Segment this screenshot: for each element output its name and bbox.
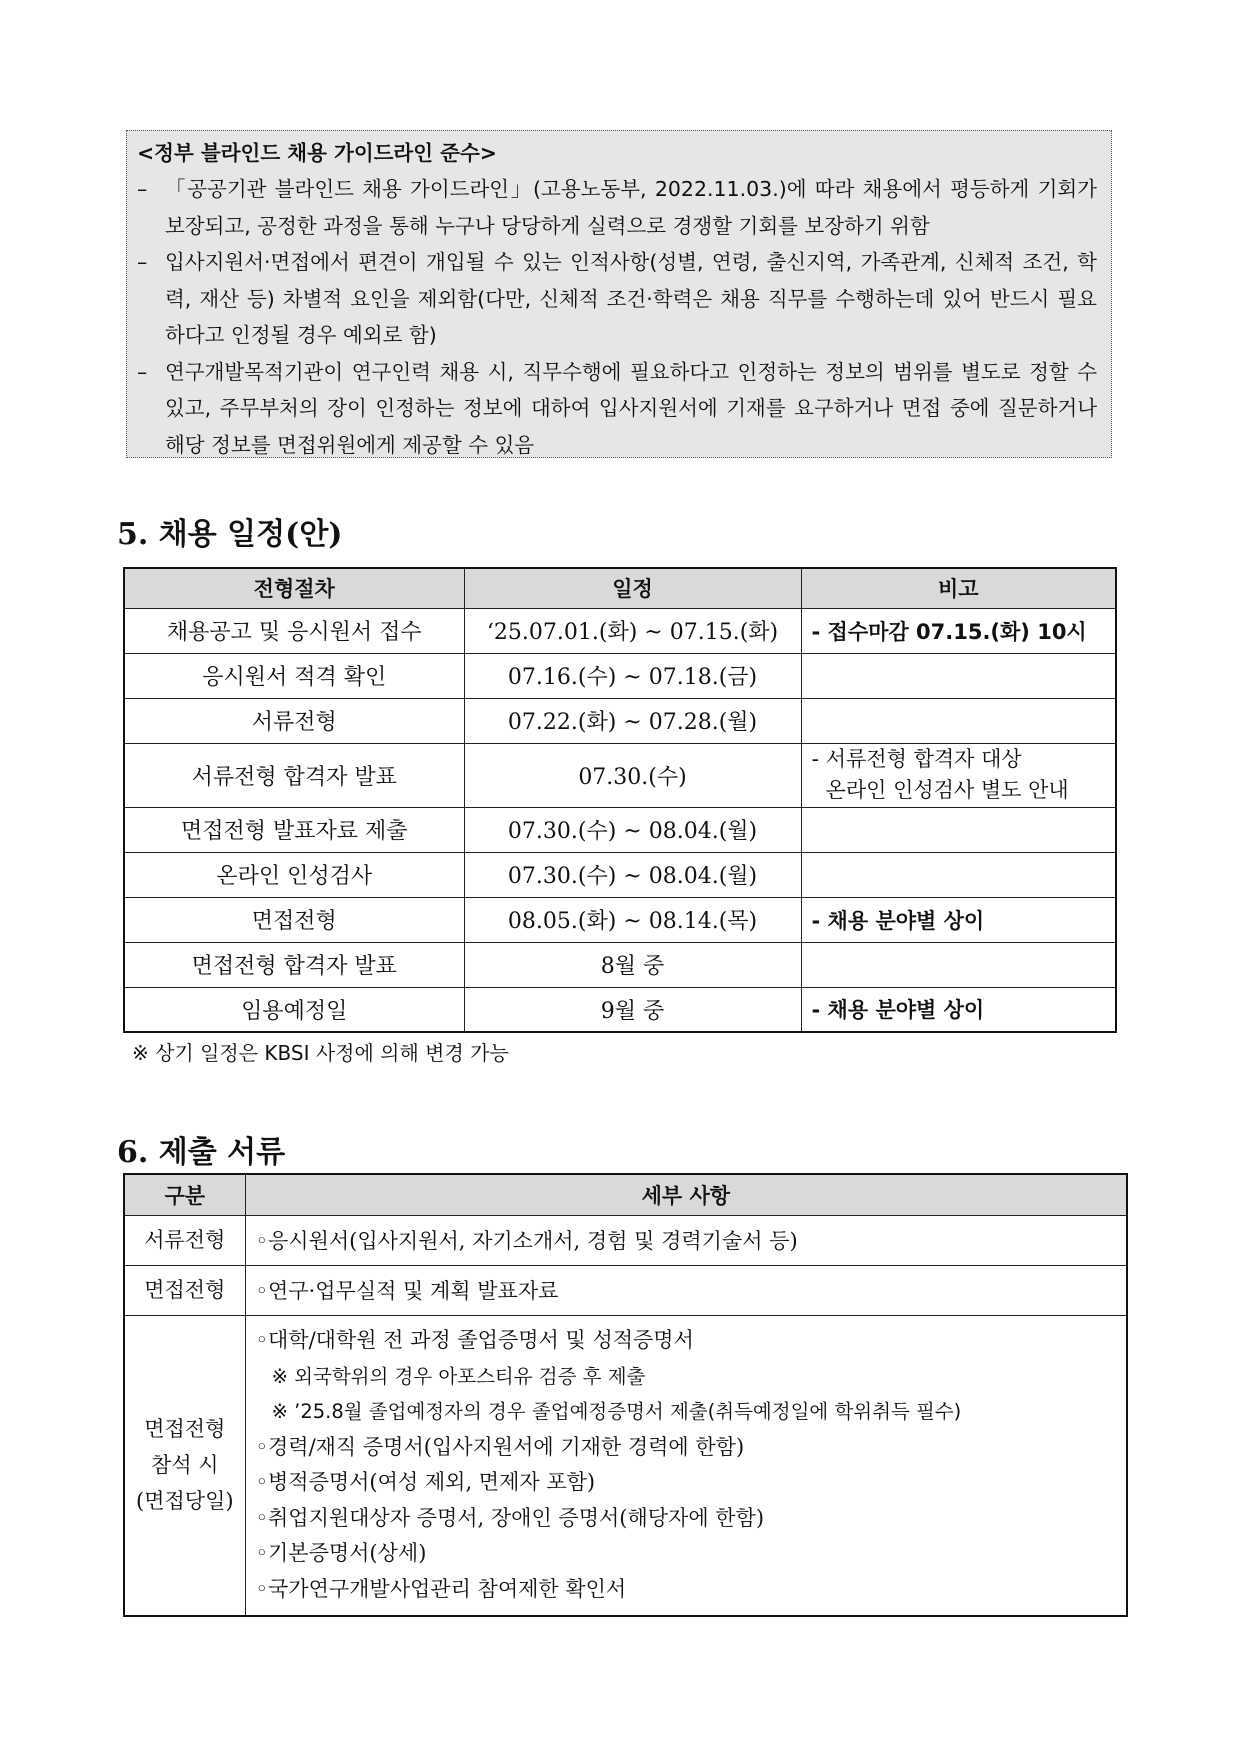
document-note: ※ 외국학위의 경우 아포스티유 검증 후 제출 bbox=[271, 1364, 646, 1388]
guideline-item: – 연구개발목적기관이 연구인력 채용 시, 직무수행에 필요하다고 인정하는 정보의 범위를 별도로 정할 수 있고, 주무부처의 장이 인정하는 정보에 대하여 입사지원서에 기재를 요구하거나 면접 중에 질문하거나 해당 정보를 면접위원에게 제공할 수 있음 bbox=[137, 359, 1097, 457]
section-heading-schedule: 5. 채용 일정(안) bbox=[117, 517, 343, 552]
guideline-item: – 입사지원서·면접에서 편견이 개입될 수 있는 인적사항(성별, 연령, 출신지역, 가족관계, 신체적 조건, 학력, 재산 등) 차별적 요인을 제외함(다만, 신체적 조건·학력은 채용 직무를 수행하는데 있어 반드시 필요하다고 인정될 경우 예외로 함) bbox=[137, 250, 1097, 347]
document-item: ◦대학/대학원 전 과정 졸업증명서 및 성적증명서 bbox=[255, 1328, 694, 1353]
column-header: 일정 bbox=[464, 568, 801, 608]
step-cell: 면접전형 bbox=[124, 897, 464, 942]
table-row bbox=[124, 698, 1116, 743]
table-row bbox=[124, 852, 1116, 897]
step-cell: 채용공고 및 응시원서 접수 bbox=[124, 608, 464, 653]
date-cell: 07.22.(화) ~ 07.28.(월) bbox=[464, 698, 801, 743]
schedule-table bbox=[123, 567, 1117, 1033]
column-header: 세부 사항 bbox=[245, 1174, 1127, 1215]
table-row bbox=[124, 942, 1116, 987]
table-row bbox=[124, 987, 1116, 1032]
guideline-title: <정부 블라인드 채용 가이드라인 준수> bbox=[137, 141, 497, 165]
table-row bbox=[124, 1265, 1127, 1315]
note-cell bbox=[801, 942, 1116, 987]
schedule-footnote: ※ 상기 일정은 KBSI 사정에 의해 변경 가능 bbox=[132, 1041, 509, 1065]
category-cell: 면접전형 참석 시 (면접당일) bbox=[124, 1315, 245, 1616]
step-cell: 면접전형 합격자 발표 bbox=[124, 942, 464, 987]
note-cell bbox=[801, 698, 1116, 743]
document-item: ◦취업지원대상자 증명서, 장애인 증명서(해당자에 한함) bbox=[255, 1505, 765, 1530]
date-cell: 8월 중 bbox=[464, 942, 801, 987]
detail-cell: ◦연구·업무실적 및 계획 발표자료 bbox=[245, 1265, 1127, 1315]
note-cell bbox=[801, 743, 1116, 807]
date-cell: 07.30.(수) ~ 08.04.(월) bbox=[464, 852, 801, 897]
table-row bbox=[124, 608, 1116, 653]
date-cell: 07.30.(수) bbox=[464, 743, 801, 807]
note-cell: - 접수마감 07.15.(화) 10시 bbox=[801, 608, 1116, 653]
step-cell: 서류전형 bbox=[124, 698, 464, 743]
documents-table bbox=[123, 1173, 1128, 1617]
note-line: 온라인 인성검사 별도 안내 bbox=[825, 778, 1069, 802]
step-cell: 면접전형 발표자료 제출 bbox=[124, 807, 464, 852]
section-heading-documents: 6. 제출 서류 bbox=[117, 1135, 286, 1170]
date-cell: ‘25.07.01.(화) ~ 07.15.(화) bbox=[464, 608, 801, 653]
document-item: ◦병적증명서(여성 제외, 면제자 포함) bbox=[255, 1470, 596, 1495]
step-cell: 응시원서 적격 확인 bbox=[124, 653, 464, 698]
note-cell: - 채용 분야별 상이 bbox=[801, 897, 1116, 942]
column-header: 비고 bbox=[801, 568, 1116, 608]
category-cell: 서류전형 bbox=[124, 1215, 245, 1265]
date-cell: 08.05.(화) ~ 08.14.(목) bbox=[464, 897, 801, 942]
blind-hiring-guideline-box bbox=[126, 130, 1112, 458]
document-item: ◦경력/재직 증명서(입사지원서에 기재한 경력에 한함) bbox=[255, 1434, 745, 1459]
table-row bbox=[124, 897, 1116, 942]
detail-cell: ◦응시원서(입사지원서, 자기소개서, 경험 및 경력기술서 등) bbox=[245, 1215, 1127, 1265]
table-row bbox=[124, 1215, 1127, 1265]
step-cell: 서류전형 합격자 발표 bbox=[124, 743, 464, 807]
table-row bbox=[124, 743, 1116, 807]
table-row bbox=[124, 1315, 1127, 1616]
table-header-row bbox=[124, 1174, 1127, 1215]
note-cell bbox=[801, 807, 1116, 852]
table-row bbox=[124, 807, 1116, 852]
note-line: - 서류전형 합격자 대상 bbox=[811, 747, 1022, 771]
step-cell: 임용예정일 bbox=[124, 987, 464, 1032]
note-cell bbox=[801, 852, 1116, 897]
guideline-item: – 「공공기관 블라인드 채용 가이드라인」(고용노동부, 2022.11.03.)에 따라 채용에서 평등하게 기회가 보장되고, 공정한 과정을 통해 누구나 당당하게 실력으로 경쟁할 기회를 보장하기 위함 bbox=[137, 177, 1097, 238]
date-cell: 9월 중 bbox=[464, 987, 801, 1032]
detail-cell bbox=[245, 1315, 1127, 1616]
table-header-row bbox=[124, 568, 1116, 608]
date-cell: 07.16.(수) ~ 07.18.(금) bbox=[464, 653, 801, 698]
step-cell: 온라인 인성검사 bbox=[124, 852, 464, 897]
table-row bbox=[124, 653, 1116, 698]
column-header: 구분 bbox=[124, 1174, 245, 1215]
note-cell: - 채용 분야별 상이 bbox=[801, 987, 1116, 1032]
document-item: ◦기본증명서(상세) bbox=[255, 1541, 427, 1566]
column-header: 전형절차 bbox=[124, 568, 464, 608]
document-note: ※ ’25.8월 졸업예정자의 경우 졸업예정증명서 제출(취득예정일에 학위취득 필수) bbox=[271, 1400, 962, 1424]
category-cell: 면접전형 bbox=[124, 1265, 245, 1315]
date-cell: 07.30.(수) ~ 08.04.(월) bbox=[464, 807, 801, 852]
document-item: ◦국가연구개발사업관리 참여제한 확인서 bbox=[255, 1576, 627, 1601]
note-cell bbox=[801, 653, 1116, 698]
